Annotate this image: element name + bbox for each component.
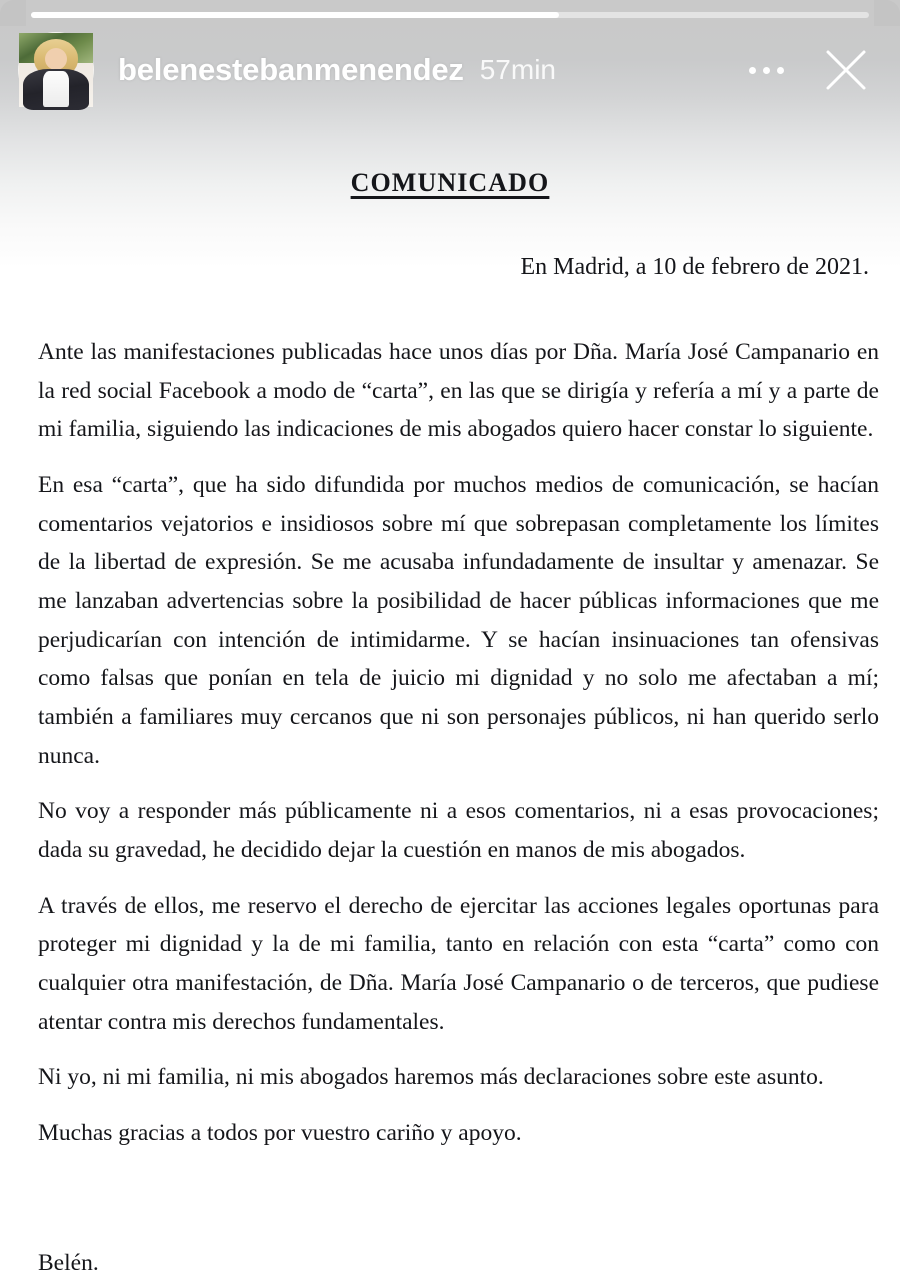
- close-x-icon[interactable]: [820, 44, 872, 96]
- document-paragraph: Muchas gracias a todos por vuestro cariño y apoyo.: [38, 1119, 522, 1146]
- avatar-shirt: [43, 71, 68, 107]
- story-header: [0, 30, 900, 110]
- ellipsis-dot: [777, 67, 784, 74]
- story-timestamp: 57min: [479, 54, 556, 85]
- document-paragraph: A través de ellos, me reservo el derecho de ejercitar las acciones legales oportunas para proteger mi dignidad y la de mi familia, tanto en relación con esta “carta” como con cualquier otra manifestación, de Dña. María José Campanario o de terceros, que pudiese atentar contra mis derechos fundamentales.: [38, 892, 879, 1035]
- document-signature: Belén.: [38, 1250, 99, 1277]
- document-body: [17, 333, 883, 1152]
- ellipsis-dot: [749, 67, 756, 74]
- ellipsis-horizontal-icon[interactable]: [738, 42, 794, 98]
- document-title: COMUNICADO: [350, 168, 550, 197]
- document-paragraph: Ante las manifestaciones publicadas hace unos días por Dña. María José Campanario en la red social Facebook a modo de “carta”, en las que se dirigía y refería a mí y a parte de mi familia, siguiendo las indicaciones de mis abogados quiero hacer constar lo siguiente.: [38, 339, 879, 443]
- story-progress-bar[interactable]: [31, 12, 869, 18]
- story-progress-fill: [31, 12, 559, 18]
- ellipsis-dot: [763, 67, 770, 74]
- document-paragraph: En esa “carta”, que ha sido difundida por muchos medios de comunicación, se hacían comentarios vejatorios e insidiosos sobre mí que sobrepasan completamente los límites de la libertad de expresión. Se me acusaba infundadamente de insultar y amenazar. Se me lanzaban advertencias sobre la posibilidad de hacer públicas informaciones que me perjudicarían con intención de intimidarme. Y se hacían insinuaciones tan ofensivas como falsas que ponían en tela de juicio mi dignidad y no solo me afectaban a mí; también a familiares muy cercanos que ni son personajes públicos, ni han querido serlo nunca.: [38, 471, 879, 769]
- avatar-face: [45, 48, 67, 70]
- story-username[interactable]: belenestebanmenendez: [118, 52, 464, 87]
- document-date-line: En Madrid, a 10 de febrero de 2021.: [520, 254, 869, 280]
- document-paragraph: Ni yo, ni mi familia, ni mis abogados haremos más declaraciones sobre este asunto.: [38, 1064, 824, 1091]
- avatar[interactable]: [18, 32, 94, 108]
- document-paragraph: No voy a responder más públicamente ni a esos comentarios, ni a esas provocaciones; dada su gravedad, he decidido dejar la cuestión en manos de mis abogados.: [38, 798, 879, 863]
